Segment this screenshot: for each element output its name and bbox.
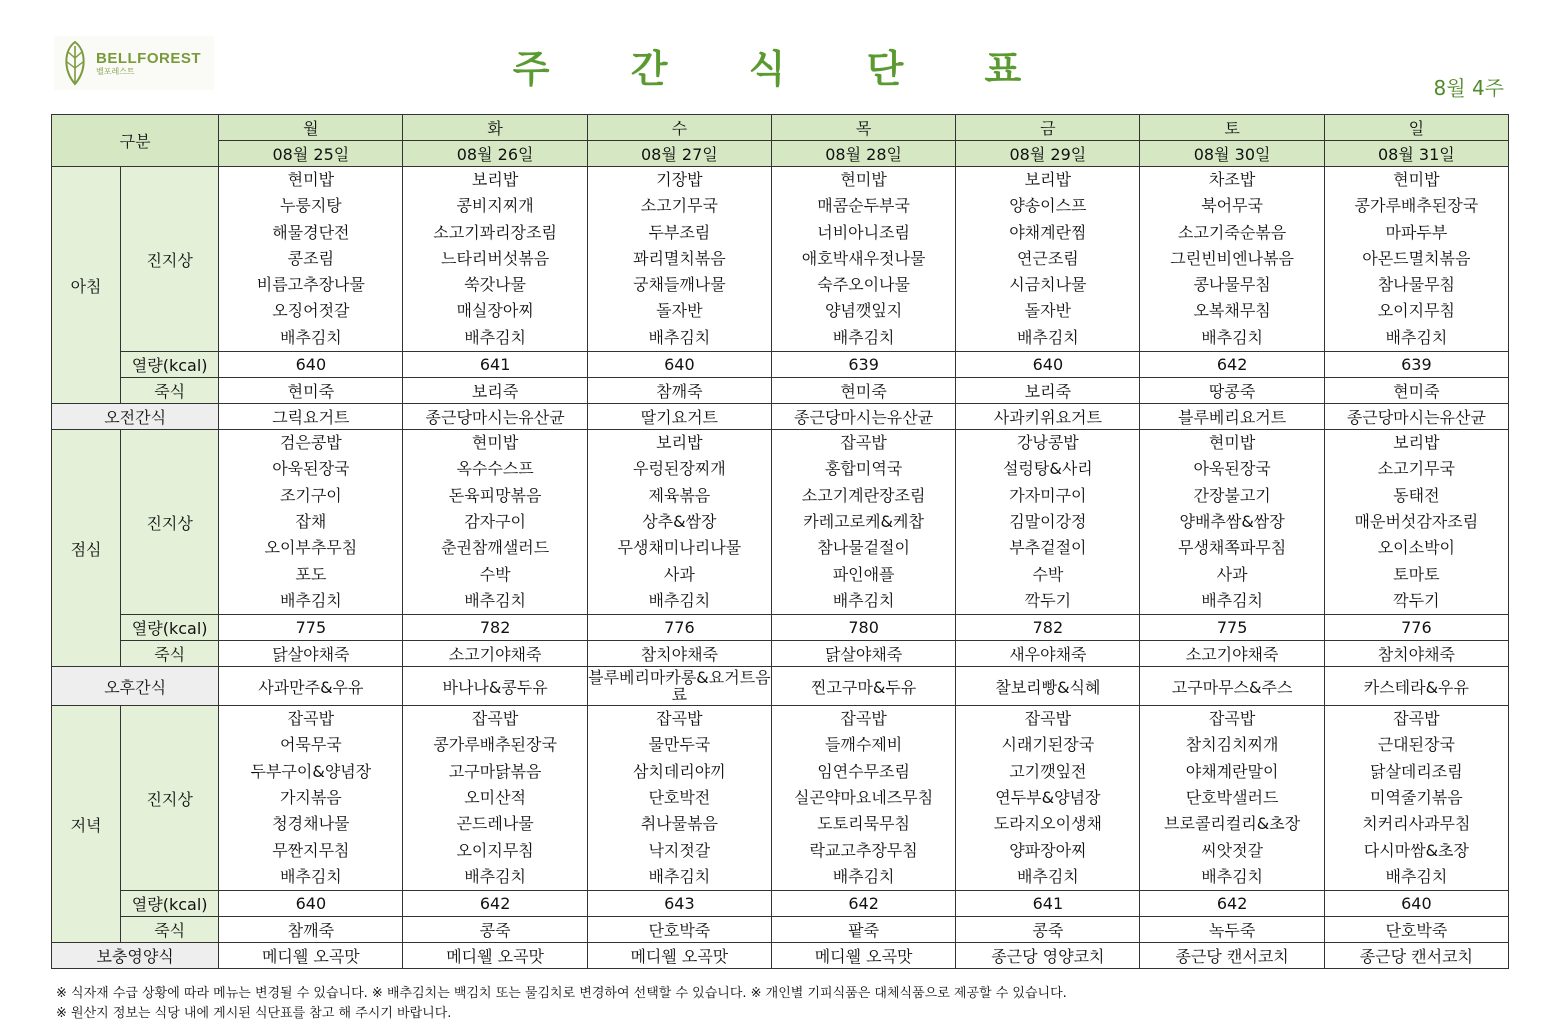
- dish-item: 두부조림: [648, 222, 711, 242]
- dinner-main-cell: [403, 706, 587, 891]
- snack-item: 찐고구마&두유: [771, 667, 955, 706]
- dish-item: 보리밥: [1393, 433, 1440, 453]
- dish-item: 수박: [1032, 564, 1064, 584]
- porridge-item: 참치야채죽: [1324, 641, 1508, 667]
- snack-item: 메디웰 오곡맛: [771, 943, 955, 969]
- day-header: 수: [587, 115, 771, 141]
- dish-item: 너비아니조림: [817, 222, 910, 242]
- breakfast-main-cell: [403, 167, 587, 352]
- lunch-porridge-label: 죽식: [121, 641, 219, 667]
- footer-note-2: ※ 원산지 정보는 식당 내에 게시된 식단표를 참고 해 주시기 바랍니다.: [56, 1006, 452, 1021]
- dinner-main-cell: [771, 706, 955, 891]
- porridge-item: 보리죽: [956, 378, 1140, 404]
- dish-item: 배추김치: [1385, 866, 1448, 886]
- breakfast-porridge-row: [52, 378, 1509, 404]
- dish-item: 야채계란찜: [1009, 222, 1087, 242]
- porridge-item: 참깨죽: [587, 378, 771, 404]
- dish-item: 그린빈비엔나볶음: [1170, 248, 1294, 268]
- day-header: 화: [403, 115, 587, 141]
- calorie-value: 780: [771, 615, 955, 641]
- dish-item: 현미밥: [840, 170, 887, 189]
- calorie-value: 641: [956, 891, 1140, 917]
- dish-item: 야채계란말이: [1185, 761, 1279, 781]
- dinner-main-row: [52, 706, 1509, 891]
- lunch-main-cell: [219, 430, 403, 615]
- dish-item: 잡곡밥: [471, 709, 519, 729]
- dish-item: 브로콜리컬리&초장: [1164, 814, 1301, 834]
- dish-item: 콩조림: [287, 248, 335, 268]
- dish-item: 가지볶음: [279, 788, 342, 808]
- dish-item: 궁채들깨나물: [632, 275, 726, 295]
- lunch-main-cell: [771, 430, 955, 615]
- calorie-value: 782: [403, 615, 587, 641]
- lunch-calories-label: 열량(kcal): [121, 615, 219, 641]
- date-header: 08월 25일: [219, 141, 403, 167]
- dish-item: 단호박샐러드: [1185, 788, 1279, 808]
- date-header: 08월 28일: [771, 141, 955, 167]
- porridge-item: 현미죽: [1324, 378, 1508, 404]
- dish-item: 배추김치: [1385, 327, 1448, 347]
- dish-item: 포도: [295, 564, 327, 584]
- dish-item: 오이지무침: [1377, 301, 1455, 321]
- logo-subtitle: 벨포레스트: [96, 66, 135, 76]
- day-header: 월: [219, 115, 403, 141]
- header-dates-row: [52, 141, 1509, 167]
- dinner-calories-row: [52, 891, 1509, 917]
- dish-item: 잡곡밥: [840, 433, 887, 453]
- dish-item: 고기깻잎전: [1009, 761, 1087, 781]
- dish-item: 잡곡밥: [656, 709, 703, 729]
- dish-item: 오징어젓갈: [272, 301, 350, 321]
- day-header: 목: [771, 115, 955, 141]
- dinner-calories-label: 열량(kcal): [121, 891, 219, 917]
- dish-item: 보리밥: [471, 170, 519, 189]
- dish-item: 배추김치: [648, 866, 711, 886]
- dish-item: 토마토: [1393, 564, 1440, 584]
- dinner-main-cell: [219, 706, 403, 891]
- dish-item: 소고기무국: [1377, 459, 1455, 479]
- dish-item: 소고기죽순볶음: [1178, 222, 1287, 242]
- logo-name: BELLFOREST: [96, 49, 201, 67]
- calorie-value: 640: [219, 891, 403, 917]
- dish-item: 임연수무조림: [817, 761, 910, 781]
- snack-item: 사과키위요거트: [956, 404, 1140, 430]
- dish-item: 김말이강정: [1009, 511, 1087, 531]
- dish-item: 느타리버섯볶음: [441, 248, 550, 268]
- dinner-porridge-label: 죽식: [121, 917, 219, 943]
- dish-item: 현미밥: [287, 170, 335, 189]
- dish-item: 참나물겉절이: [817, 538, 910, 558]
- snack-item: 종근당 캔서코치: [1140, 943, 1324, 969]
- porridge-item: 새우야채죽: [956, 641, 1140, 667]
- dish-item: 쑥갓나물: [464, 275, 527, 295]
- lunch-porridge-row: [52, 641, 1509, 667]
- lunch-main-cell: [587, 430, 771, 615]
- dish-item: 아욱된장국: [1193, 459, 1271, 479]
- porridge-item: 닭살야채죽: [771, 641, 955, 667]
- porridge-item: 녹두죽: [1140, 917, 1324, 943]
- dish-item: 닭살데리조림: [1369, 761, 1463, 781]
- dish-item: 깍두기: [1024, 590, 1072, 610]
- dish-item: 무생채미나리나물: [617, 538, 742, 558]
- snack-item: 딸기요거트: [587, 404, 771, 430]
- dish-item: 사과: [663, 564, 695, 584]
- dish-item: 콩가루배추된장국: [433, 735, 557, 755]
- day-header: 토: [1140, 115, 1324, 141]
- dish-item: 곤드레나물: [456, 814, 534, 834]
- porridge-item: 보리죽: [403, 378, 587, 404]
- dish-item: 콩나물무침: [1193, 275, 1271, 295]
- dish-item: 아몬드멸치볶음: [1362, 248, 1471, 268]
- breakfast-main-cell: [771, 167, 955, 352]
- dish-item: 잡곡밥: [1393, 709, 1440, 729]
- dish-item: 우렁된장찌개: [632, 459, 726, 479]
- calorie-value: 640: [956, 352, 1140, 378]
- header-days-row: [52, 115, 1509, 141]
- breakfast-main-cell: [956, 167, 1140, 352]
- porridge-item: 땅콩죽: [1140, 378, 1324, 404]
- calorie-value: 643: [587, 891, 771, 917]
- calorie-value: 639: [771, 352, 955, 378]
- dish-item: 다시마쌈&초장: [1363, 840, 1469, 860]
- dish-item: 배추김치: [1201, 327, 1264, 347]
- dish-item: 보리밥: [656, 433, 703, 453]
- calorie-value: 641: [403, 352, 587, 378]
- dish-item: 잡채: [295, 511, 327, 531]
- supplement-label: 보충영양식: [52, 943, 219, 969]
- dish-item: 콩비지찌개: [456, 196, 534, 216]
- date-header: 08월 31일: [1324, 141, 1508, 167]
- porridge-item: 팥죽: [771, 917, 955, 943]
- dish-item: 숙주오이나물: [817, 275, 910, 295]
- page-title: 주 간 식 단 표: [512, 47, 1056, 91]
- dish-item: 시금치나물: [1009, 275, 1087, 295]
- dish-item: 연근조림: [1016, 248, 1079, 268]
- lunch-calories-row: [52, 615, 1509, 641]
- lunch-main-cell: [956, 430, 1140, 615]
- snack-item: 종근당 영양코치: [956, 943, 1140, 969]
- snack-item: 종근당마시는유산균: [771, 404, 955, 430]
- dish-item: 양파장아찌: [1009, 840, 1087, 860]
- dish-item: 단호박전: [648, 788, 711, 808]
- dish-item: 무생채쪽파무침: [1178, 538, 1287, 558]
- dish-item: 간장불고기: [1193, 485, 1271, 505]
- snack-item: 그릭요거트: [219, 404, 403, 430]
- dish-item: 잡곡밥: [840, 709, 887, 729]
- calorie-value: 640: [219, 352, 403, 378]
- dish-item: 카레고로케&케찹: [803, 511, 924, 531]
- porridge-item: 현미죽: [771, 378, 955, 404]
- dish-item: 차조밥: [1208, 170, 1256, 189]
- porridge-item: 콩죽: [403, 917, 587, 943]
- dish-item: 도토리묵무침: [817, 814, 910, 834]
- lunch-main-cell: [403, 430, 587, 615]
- breakfast-main-cell: [587, 167, 771, 352]
- dish-item: 배추김치: [648, 327, 711, 347]
- dish-item: 배추김치: [1016, 327, 1079, 347]
- snack-item: 사과만주&우유: [219, 667, 403, 706]
- dish-item: 강낭콩밥: [1016, 433, 1079, 453]
- dish-item: 홍합미역국: [824, 459, 903, 479]
- dish-item: 잡곡밥: [1208, 709, 1256, 729]
- dish-item: 현미밥: [1208, 433, 1256, 453]
- porridge-item: 참깨죽: [219, 917, 403, 943]
- snack-item: 종근당 캔서코치: [1324, 943, 1508, 969]
- dish-item: 배추김치: [464, 866, 527, 886]
- day-header: 금: [956, 115, 1140, 141]
- dish-item: 소고기무국: [640, 196, 718, 216]
- dish-item: 치커리사과무침: [1362, 814, 1471, 834]
- calorie-value: 642: [771, 891, 955, 917]
- dish-item: 락교고추장무침: [809, 840, 918, 860]
- dish-item: 검은콩밥: [279, 433, 342, 453]
- footer-notes: [56, 984, 1067, 1024]
- dish-item: 상추&쌈장: [642, 511, 717, 531]
- dish-item: 비름고추장나물: [256, 275, 365, 295]
- breakfast-main-cell: [1140, 167, 1324, 352]
- dish-item: 배추김치: [832, 327, 895, 347]
- porridge-item: 소고기야채죽: [1140, 641, 1324, 667]
- porridge-item: 소고기야채죽: [403, 641, 587, 667]
- calorie-value: 639: [1324, 352, 1508, 378]
- dinner-main-label: 진지상: [121, 706, 219, 891]
- dish-item: 잡곡밥: [1024, 709, 1072, 729]
- dish-item: 소고기계란장조림: [801, 485, 926, 505]
- dish-item: 참나물무침: [1377, 275, 1455, 295]
- dish-item: 배추김치: [1201, 590, 1264, 610]
- snack-item: 메디웰 오곡맛: [219, 943, 403, 969]
- dish-item: 가자미구이: [1009, 485, 1087, 505]
- calorie-value: 776: [587, 615, 771, 641]
- afternoon_snack-label: 오후간식: [52, 667, 219, 706]
- calorie-value: 642: [1140, 352, 1324, 378]
- dish-item: 동태전: [1393, 485, 1440, 505]
- dish-item: 꽈리멸치볶음: [632, 248, 726, 268]
- lunch-main-cell: [1140, 430, 1324, 615]
- dish-item: 오미산적: [464, 788, 527, 808]
- dish-item: 돌자반: [1024, 301, 1072, 321]
- dish-item: 오이지무침: [456, 840, 534, 860]
- dish-item: 감자구이: [464, 511, 527, 531]
- snack-item: 종근당마시는유산균: [1324, 404, 1508, 430]
- dish-item: 연두부&양념장: [995, 788, 1101, 808]
- dish-item: 도라지오이생채: [993, 814, 1102, 834]
- dish-item: 시래기된장국: [1001, 735, 1095, 755]
- calorie-value: 640: [1324, 891, 1508, 917]
- snack-item: 메디웰 오곡맛: [403, 943, 587, 969]
- dish-item: 춘권참깨샐러드: [441, 538, 550, 558]
- dish-item: 콩가루배추된장국: [1354, 196, 1479, 216]
- date-header: 08월 26일: [403, 141, 587, 167]
- afternoon_snack-row: [52, 667, 1509, 706]
- morning_snack-label: 오전간식: [52, 404, 219, 430]
- dish-item: 낙지젓갈: [648, 840, 711, 860]
- weekly-menu-table: [51, 114, 1509, 969]
- dinner-main-cell: [1324, 706, 1508, 891]
- snack-item: 바나나&콩두유: [403, 667, 587, 706]
- snack-item: 고구마무스&주스: [1140, 667, 1324, 706]
- dish-item: 미역줄기볶음: [1369, 788, 1463, 808]
- footer-note-1: ※ 식자재 수급 상황에 따라 메뉴는 변경될 수 있습니다. ※ 배추김치는 백김치 또는 물김치로 변경하여 선택할 수 있습니다. ※ 개인별 기피식품은 대체식품으로 제공할 수 있습니다.: [56, 986, 1067, 1001]
- dish-item: 씨앗젓갈: [1201, 840, 1264, 860]
- dish-item: 조기구이: [279, 485, 342, 505]
- calorie-value: 775: [1140, 615, 1324, 641]
- dish-item: 배추김치: [832, 590, 895, 610]
- calorie-value: 776: [1324, 615, 1508, 641]
- lunch-label: 점심: [52, 430, 121, 667]
- dish-item: 배추김치: [279, 590, 342, 610]
- dish-item: 고구마닭볶음: [448, 761, 542, 781]
- dish-item: 현미밥: [1393, 170, 1440, 189]
- breakfast-main-cell: [219, 167, 403, 352]
- date-header: 08월 27일: [587, 141, 771, 167]
- dish-item: 매실장아찌: [456, 301, 534, 321]
- calorie-value: 642: [403, 891, 587, 917]
- dish-item: 물만두국: [648, 735, 711, 755]
- calorie-value: 782: [956, 615, 1140, 641]
- dish-item: 돌자반: [656, 301, 703, 321]
- day-header: 일: [1324, 115, 1508, 141]
- dish-item: 근대된장국: [1377, 735, 1455, 755]
- dish-item: 기장밥: [656, 170, 703, 189]
- week-label: 8월 4주: [1433, 76, 1504, 100]
- lunch-main-row: [52, 430, 1509, 615]
- dish-item: 수박: [479, 564, 511, 584]
- dish-item: 참치김치찌개: [1185, 735, 1279, 755]
- dish-item: 보리밥: [1024, 170, 1072, 189]
- dish-item: 옥수수스프: [456, 459, 534, 479]
- dish-item: 배추김치: [279, 327, 342, 347]
- dish-item: 배추김치: [648, 590, 711, 610]
- dish-item: 오이소박이: [1377, 538, 1455, 558]
- snack-item: 카스테라&우유: [1324, 667, 1508, 706]
- porridge-item: 콩죽: [956, 917, 1140, 943]
- porridge-item: 단호박죽: [587, 917, 771, 943]
- porridge-item: 현미죽: [219, 378, 403, 404]
- snack-item: 블루베리요거트: [1140, 404, 1324, 430]
- lunch-main-cell: [1324, 430, 1508, 615]
- dish-item: 양념깻잎지: [824, 301, 903, 321]
- dinner-main-cell: [956, 706, 1140, 891]
- dish-item: 오복채무침: [1193, 301, 1271, 321]
- dish-item: 배추김치: [1016, 866, 1079, 886]
- porridge-item: 단호박죽: [1324, 917, 1508, 943]
- dish-item: 실곤약마요네즈무침: [794, 788, 934, 808]
- dish-item: 현미밥: [471, 433, 519, 453]
- dish-item: 파인애플: [832, 564, 895, 584]
- dish-item: 취나물볶음: [640, 814, 718, 834]
- dish-item: 해물경단전: [272, 222, 350, 242]
- dish-item: 설렁탕&사리: [1002, 459, 1093, 479]
- dish-item: 누룽지탕: [279, 196, 342, 216]
- porridge-item: 닭살야채죽: [219, 641, 403, 667]
- dish-item: 돈육피망볶음: [448, 485, 542, 505]
- breakfast-main-row: [52, 167, 1509, 352]
- snack-item: 블루베리마카롱&요거트음료: [588, 668, 771, 705]
- category-header: 구분: [52, 115, 219, 167]
- breakfast-porridge-label: 죽식: [121, 378, 219, 404]
- calorie-value: 640: [587, 352, 771, 378]
- dinner-main-cell: [587, 706, 771, 891]
- dish-item: 오이부추무침: [264, 538, 358, 558]
- dish-item: 북어무국: [1201, 196, 1264, 216]
- calorie-value: 775: [219, 615, 403, 641]
- dish-item: 매콤순두부국: [817, 196, 910, 216]
- snack-item: 찰보리빵&식혜: [956, 667, 1140, 706]
- date-header: 08월 29일: [956, 141, 1140, 167]
- dish-item: 아욱된장국: [272, 459, 350, 479]
- dish-item: 양배추쌈&쌈장: [1179, 511, 1285, 531]
- date-header: 08월 30일: [1140, 141, 1324, 167]
- dish-item: 두부구이&양념장: [250, 761, 372, 781]
- dish-item: 배추김치: [279, 866, 342, 886]
- dish-item: 어묵무국: [279, 735, 342, 755]
- lunch-main-label: 진지상: [121, 430, 219, 615]
- dish-item: 부추겉절이: [1009, 538, 1087, 558]
- dish-item: 청경채나물: [272, 814, 350, 834]
- dinner-porridge-row: [52, 917, 1509, 943]
- calorie-value: 642: [1140, 891, 1324, 917]
- dinner-label: 저녁: [52, 706, 121, 943]
- snack-item: 메디웰 오곡맛: [587, 943, 771, 969]
- dish-item: 매운버섯감자조림: [1354, 511, 1479, 531]
- dish-item: 배추김치: [464, 327, 527, 347]
- dish-item: 사과: [1216, 564, 1248, 584]
- dish-item: 애호박새우젓나물: [801, 248, 926, 268]
- breakfast-calories-label: 열량(kcal): [121, 352, 219, 378]
- breakfast-main-label: 진지상: [121, 167, 219, 352]
- breakfast-calories-row: [52, 352, 1509, 378]
- supplement-row: [52, 943, 1509, 969]
- breakfast-main-cell: [1324, 167, 1508, 352]
- dish-item: 제육볶음: [648, 485, 711, 505]
- dish-item: 배추김치: [464, 590, 527, 610]
- dish-item: 마파두부: [1385, 222, 1448, 242]
- dish-item: 잡곡밥: [287, 709, 335, 729]
- dish-item: 깍두기: [1393, 590, 1440, 610]
- dish-item: 소고기꽈리장조림: [433, 222, 557, 242]
- dish-item: 삼치데리야끼: [632, 761, 726, 781]
- porridge-item: 참치야채죽: [587, 641, 771, 667]
- dish-item: 배추김치: [1201, 866, 1264, 886]
- dish-item: 들깨수제비: [824, 735, 903, 755]
- snack-item: 종근당마시는유산균: [403, 404, 587, 430]
- breakfast-label: 아침: [52, 167, 121, 404]
- dinner-main-cell: [1140, 706, 1324, 891]
- dish-item: 양송이스프: [1009, 196, 1087, 216]
- dish-item: 무짠지무침: [272, 840, 350, 860]
- morning_snack-row: [52, 404, 1509, 430]
- dish-item: 배추김치: [832, 866, 895, 886]
